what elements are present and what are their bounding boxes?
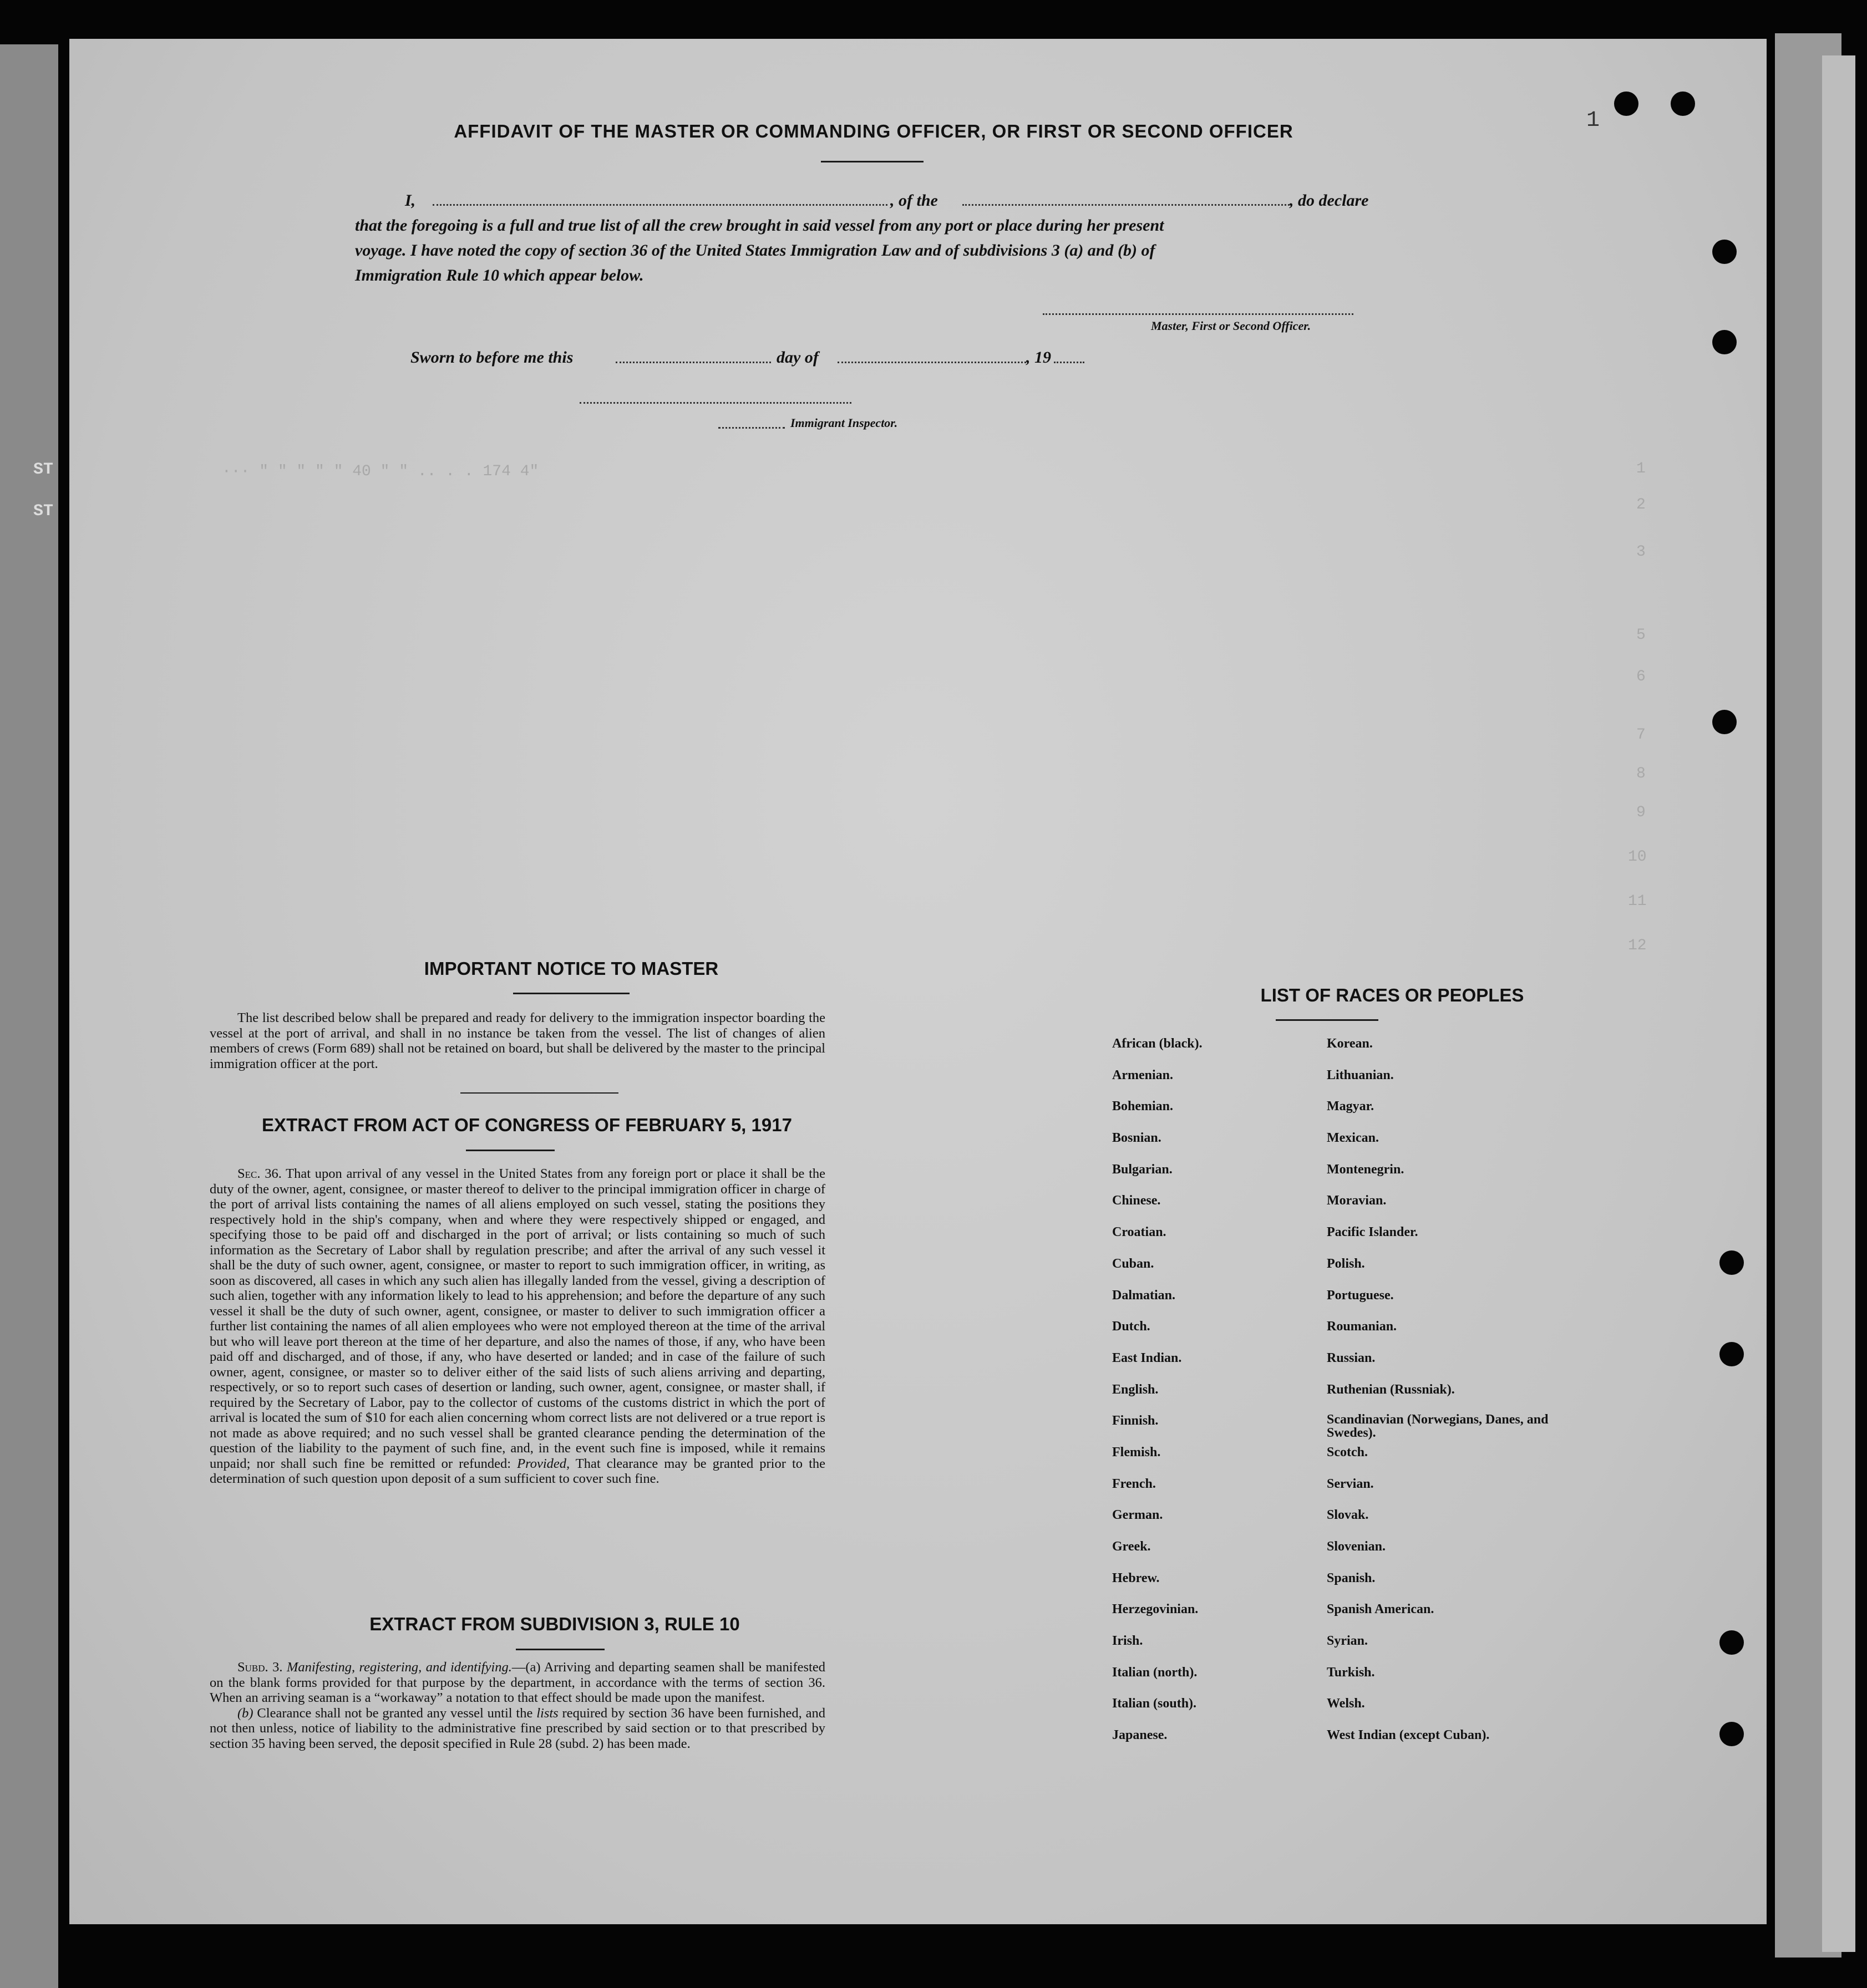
act-section-label: Sec. 36. <box>237 1166 282 1181</box>
binder-hole <box>1671 91 1695 116</box>
race-item: Italian (north). <box>1112 1665 1198 1680</box>
race-item: Moravian. <box>1327 1193 1387 1208</box>
race-item: Welsh. <box>1327 1696 1365 1711</box>
subd-title: Manifesting, registering, and identifying. <box>286 1660 512 1675</box>
day-blank <box>616 362 771 363</box>
name-blank <box>433 204 887 206</box>
race-item: Greek. <box>1112 1539 1151 1554</box>
race-item: Bosnian. <box>1112 1131 1161 1146</box>
act-heading: EXTRACT FROM ACT OF CONGRESS OF FEBRUARY 5, 1917 <box>262 1115 792 1135</box>
act-text-end: That clearance may be granted prior to the determination of such question upon deposit of a sum sufficient to cover such fine. <box>210 1456 826 1486</box>
race-item: Dalmatian. <box>1112 1288 1175 1303</box>
race-item: Italian (south). <box>1112 1696 1197 1711</box>
bleed-through: 7 <box>1636 726 1646 744</box>
master-signature-line <box>1043 313 1353 315</box>
subd-b-text-2: required by section 36 have been furnished, and not then unless, notice of liability to the administrative fine prescribed by said section or to that prescribed by section 35 having been served, the deposit specified in Rule 28 (subd. 2) has been made. <box>210 1705 825 1751</box>
race-item: Herzegovinian. <box>1112 1602 1199 1617</box>
binder-hole <box>1719 1722 1744 1746</box>
act-paragraph <box>210 1166 825 1487</box>
races-left-column <box>1112 1036 1301 1759</box>
year-blank <box>1054 362 1084 363</box>
race-item: Servian. <box>1327 1476 1374 1491</box>
margin-mark: ST <box>33 502 54 521</box>
race-item: French. <box>1112 1476 1156 1491</box>
sworn-day-of: day of <box>777 348 819 367</box>
race-item: Korean. <box>1327 1036 1373 1051</box>
race-item: East Indian. <box>1112 1350 1182 1365</box>
binder-hole <box>1719 1630 1744 1655</box>
heading-underline <box>513 993 630 994</box>
race-item: Hebrew. <box>1112 1570 1160 1585</box>
race-item: Irish. <box>1112 1634 1143 1649</box>
inspector-dots <box>718 427 785 429</box>
bleed-through: 12 <box>1628 937 1647 954</box>
race-item: African (black). <box>1112 1036 1203 1051</box>
race-item: Polish. <box>1327 1256 1365 1271</box>
bleed-through: 5 <box>1636 627 1646 644</box>
affidavit-declare: , do declare <box>1290 191 1369 210</box>
race-item: Cuban. <box>1112 1256 1154 1271</box>
race-item: Flemish. <box>1112 1445 1161 1460</box>
affidavit-line-4: Immigration Rule 10 which appear below. <box>355 266 644 284</box>
inspector-signature-line <box>580 402 851 404</box>
bleed-through: 9 <box>1636 804 1646 821</box>
race-item: Ruthenian (Russniak). <box>1327 1382 1455 1397</box>
sworn-text: Sworn to before me this <box>410 348 574 367</box>
bleed-through: ··· " " " " " 40 " " .. . . 174 4" <box>222 463 539 480</box>
subdivision-paragraph <box>210 1660 825 1751</box>
subd-b-text-1: Clearance shall not be granted any vessel until the <box>257 1705 533 1721</box>
binder-hole <box>1712 330 1737 354</box>
sworn-year: , 19 <box>1026 348 1051 367</box>
race-item: Spanish American. <box>1327 1602 1434 1617</box>
race-item: Slovenian. <box>1327 1539 1386 1554</box>
binder-hole <box>1719 1250 1744 1275</box>
bleed-through: 8 <box>1636 765 1646 782</box>
race-item: Slovak. <box>1327 1508 1369 1523</box>
margin-mark: 1 <box>1586 108 1600 133</box>
subd-a-text: Arriving and departing seamen shall be manifested on the blank forms provided for that purpose by the department, in accordance with the terms of section 36. When an arriving seaman is a “workaway” a notation to that effect should be made upon the manifest. <box>210 1660 825 1705</box>
subd-a-label: —(a) <box>511 1660 541 1675</box>
race-item: Magyar. <box>1327 1099 1374 1114</box>
race-item: Roumanian. <box>1327 1319 1397 1334</box>
bleed-through: 10 <box>1628 848 1647 866</box>
vessel-blank <box>962 204 1290 206</box>
race-item: Pacific Islander. <box>1327 1225 1418 1240</box>
bleed-through: 2 <box>1636 496 1646 513</box>
race-item: Lithuanian. <box>1327 1067 1394 1082</box>
race-item: Turkish. <box>1327 1665 1375 1680</box>
binder-hole <box>1719 1342 1744 1366</box>
bleed-through: 3 <box>1636 543 1646 561</box>
bleed-through: 6 <box>1636 668 1646 685</box>
heading-underline <box>516 1649 605 1650</box>
affidavit-i: I, <box>405 191 416 210</box>
subd-b-label: (b) <box>237 1705 253 1721</box>
affidavit-line-2: that the foregoing is a full and true list of all the crew brought in said vessel from any port or place during her present <box>355 216 1164 235</box>
race-item: Finnish. <box>1112 1414 1159 1428</box>
race-item: Japanese. <box>1112 1728 1168 1743</box>
races-heading: LIST OF RACES OR PEOPLES <box>1260 985 1524 1005</box>
act-text: That upon arrival of any vessel in the United States from any foreign port or place it shall be the duty of the owner, agent, consignee, or master thereof to deliver to the principal immigration officer in charge of the port of arrival lists containing the names of all aliens employed on such vessel, stating the positions they respectively hold in the ship's company, when and where they were respectively shipped or engaged, and specifying those to be paid off and discharged in the port of arrival; or lists containing so much of such information as the Secretary of Labor shall by regulation prescribe; and after the arrival of any such vessel it shall be the duty of such owner, agent, consignee, or master to report to such immigration officer, in writing, as soon as discovered, all cases in which any such alien has illegally landed from the vessel, giving a description of such alien, together with any information likely to lead to his apprehension; and before the departure of any such vessel it shall be the duty of such owner, agent, consignee, or master to deliver to such immigration officer a further list containing the names of all alien employees who were not employed thereon at the time of the arrival but who will leave port thereon at the time of her departure, and also the names of those, if any, who have been paid off and discharged, and of those, if any, who have deserted or landed; and in case of the failure of such owner, agent, consignee, or master so to deliver either of the said lists of such aliens arriving and departing, respectively, or so to report such cases of desertion or landing, such owner, agent, consignee, or master shall, if required by the Secretary of Labor, pay to the collector of customs of the customs district in which the port of arrival is located the sum of $10 for each alien concerning whom correct lists are not delivered or a true report is not made as above required; and no such vessel shall be granted clearance pending the determination of the question of the liability to the payment of such fine, and, in the event such fine is imposed, while it remains unpaid; nor shall such fine be remitted or refunded: <box>210 1166 825 1471</box>
race-item: Bulgarian. <box>1112 1162 1173 1177</box>
subd-b-lists: lists <box>536 1705 559 1721</box>
master-signature-label: Master, First or Second Officer. <box>1151 319 1311 333</box>
race-item: Scotch. <box>1327 1445 1368 1460</box>
month-blank <box>838 362 1026 363</box>
adjacent-page-right-strip <box>1822 55 1855 1952</box>
race-item: Scandinavian (Norwegians, Danes, and Swedes). <box>1327 1412 1549 1441</box>
adjacent-page-left <box>0 44 58 1988</box>
notice-paragraph <box>210 1010 825 1071</box>
binder-hole <box>1614 91 1638 116</box>
race-item: Russian. <box>1327 1350 1376 1365</box>
race-item: West Indian (except Cuban). <box>1327 1728 1490 1743</box>
race-item: English. <box>1112 1382 1159 1397</box>
act-provided: Provided, <box>517 1456 570 1471</box>
race-item: Spanish. <box>1327 1570 1376 1585</box>
race-item: Armenian. <box>1112 1067 1173 1082</box>
heading-underline <box>821 161 924 162</box>
affidavit-of-the: , of the <box>890 191 938 210</box>
race-item: Croatian. <box>1112 1225 1166 1240</box>
affidavit-line-3: voyage. I have noted the copy of section 36 of the United States Immigration Law and of subdivisions 3 (a) and (b) of <box>355 241 1155 260</box>
subdivision-heading: EXTRACT FROM SUBDIVISION 3, RULE 10 <box>369 1614 740 1634</box>
race-item: Bohemian. <box>1112 1099 1174 1114</box>
race-item: German. <box>1112 1508 1163 1523</box>
notice-heading: IMPORTANT NOTICE TO MASTER <box>424 958 719 979</box>
bleed-through: 1 <box>1636 460 1646 477</box>
race-item: Mexican. <box>1327 1131 1379 1146</box>
inspector-label: Immigrant Inspector. <box>790 416 898 430</box>
binder-hole <box>1712 710 1737 734</box>
affidavit-heading: AFFIDAVIT OF THE MASTER OR COMMANDING OFFICER, OR FIRST OR SECOND OFFICER <box>454 121 1293 141</box>
races-right-column <box>1327 1036 1560 1759</box>
race-item: Dutch. <box>1112 1319 1150 1334</box>
race-item: Chinese. <box>1112 1193 1161 1208</box>
notice-text: The list described below shall be prepared and ready for delivery to the immigration inspector boarding the vessel at the port of arrival, and shall in no instance be taken from the vessel. The list of changes of alien members of crews (Form 689) shall not be retained on board, but shall be delivered by the master to the principal immigration officer at the port. <box>210 1010 825 1071</box>
race-item: Syrian. <box>1327 1634 1368 1649</box>
race-item: Montenegrin. <box>1327 1162 1404 1177</box>
bleed-through: 11 <box>1628 893 1647 910</box>
heading-underline <box>1276 1019 1378 1021</box>
heading-underline <box>466 1150 555 1151</box>
margin-mark: ST <box>33 460 54 479</box>
section-divider <box>460 1092 618 1094</box>
race-item: Portuguese. <box>1327 1288 1394 1303</box>
binder-hole <box>1712 240 1737 264</box>
subd-label: Subd. 3. <box>237 1660 283 1675</box>
